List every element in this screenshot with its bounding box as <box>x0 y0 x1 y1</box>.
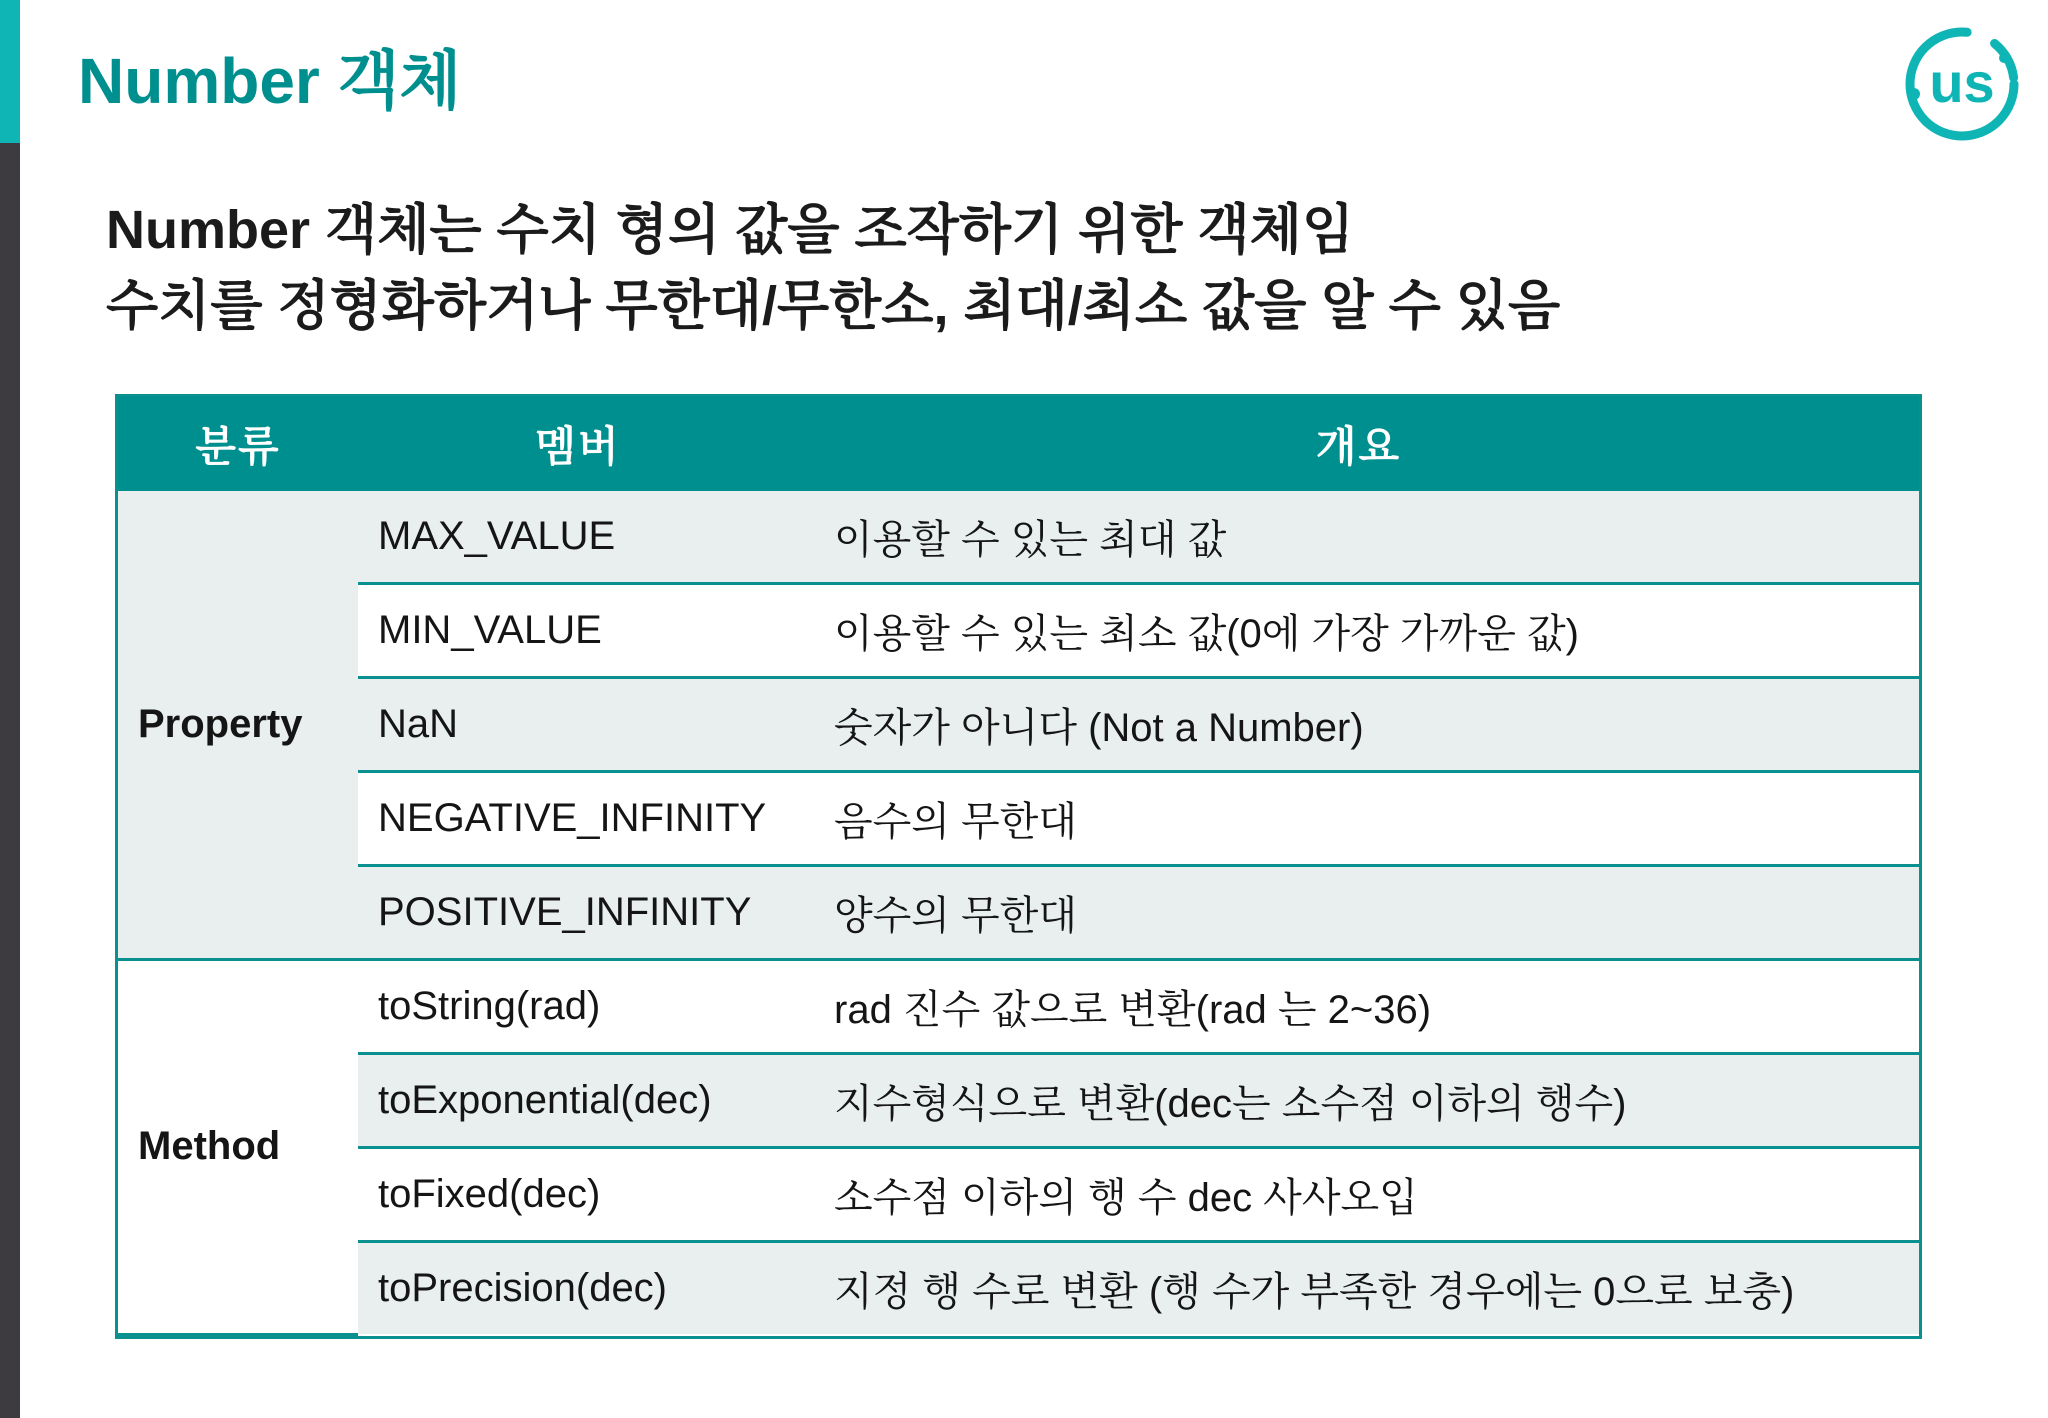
table-row <box>118 866 1919 960</box>
member-cell: POSITIVE_INFINITY <box>358 866 798 960</box>
category-method: Method <box>118 960 358 1335</box>
us-logo-icon <box>1900 22 2024 146</box>
table-row <box>118 772 1919 866</box>
intro-line-1: Number 객체는 수치 형의 값을 조작하기 위한 객체임 <box>106 200 1355 260</box>
member-cell: MIN_VALUE <box>358 584 798 678</box>
table-row <box>118 584 1919 678</box>
header-description: 개요 <box>798 397 1919 491</box>
description-cell: 이용할 수 있는 최소 값(0에 가장 가까운 값) <box>798 584 1919 678</box>
header-member: 멤버 <box>358 397 798 491</box>
member-cell: toString(rad) <box>358 960 798 1054</box>
table-row <box>118 678 1919 772</box>
table-row <box>118 491 1919 584</box>
description-cell: 이용할 수 있는 최대 값 <box>798 491 1919 584</box>
description-cell: rad 진수 값으로 변환(rad 는 2~36) <box>798 960 1919 1054</box>
header-category: 분류 <box>118 397 358 491</box>
table-row <box>118 1242 1919 1335</box>
number-members-table <box>115 394 1922 1339</box>
description-cell: 지수형식으로 변환(dec는 소수점 이하의 행수) <box>798 1054 1919 1148</box>
category-property: Property <box>118 491 358 960</box>
table-row <box>118 960 1919 1054</box>
member-cell: NEGATIVE_INFINITY <box>358 772 798 866</box>
member-cell: NaN <box>358 678 798 772</box>
intro-text <box>106 192 1560 344</box>
member-cell: toExponential(dec) <box>358 1054 798 1148</box>
slide-title: Number 객체 <box>78 45 462 117</box>
left-side-bar <box>0 143 20 1418</box>
table-row <box>118 1054 1919 1148</box>
description-cell: 숫자가 아니다 (Not a Number) <box>798 678 1919 772</box>
table-header-row <box>118 397 1919 491</box>
member-cell: toPrecision(dec) <box>358 1242 798 1335</box>
member-cell: toFixed(dec) <box>358 1148 798 1242</box>
description-cell: 음수의 무한대 <box>798 772 1919 866</box>
left-accent-bar <box>0 0 20 143</box>
description-cell: 소수점 이하의 행 수 dec 사사오입 <box>798 1148 1919 1242</box>
description-cell: 양수의 무한대 <box>798 866 1919 960</box>
logo-text: us <box>1929 51 1995 114</box>
table-row <box>118 1148 1919 1242</box>
member-cell: MAX_VALUE <box>358 491 798 584</box>
description-cell: 지정 행 수로 변환 (행 수가 부족한 경우에는 0으로 보충) <box>798 1242 1919 1335</box>
intro-line-2: 수치를 정형화하거나 무한대/무한소, 최대/최소 값을 알 수 있음 <box>106 276 1561 336</box>
